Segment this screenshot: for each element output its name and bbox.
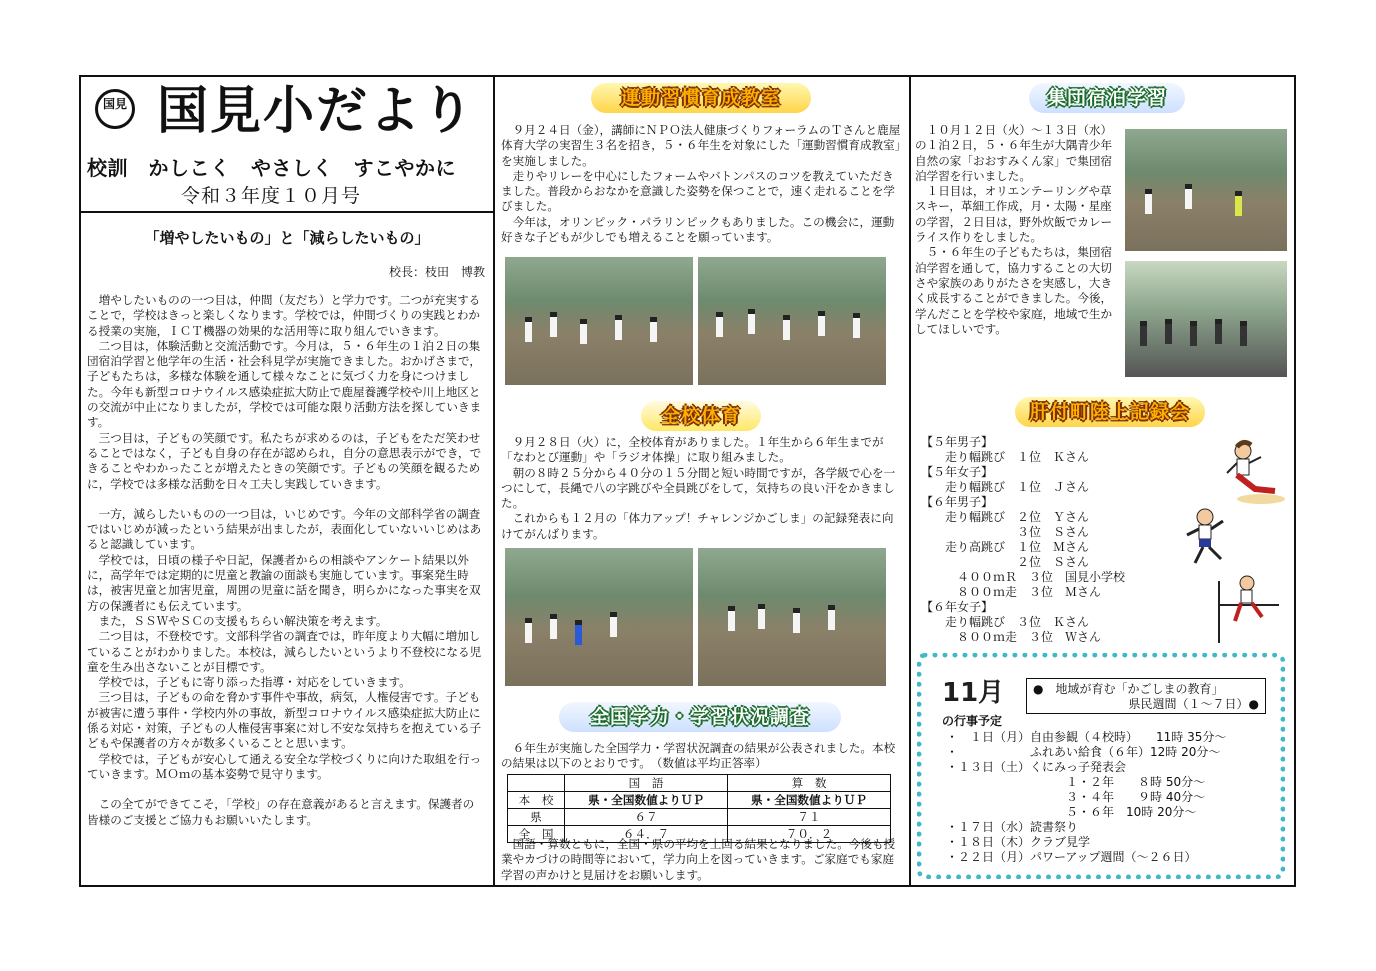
track-line: ８００ｍ走 ３位 Ｍさん <box>921 585 1102 599</box>
paragraph: 一方，減らしたいものの一つ目は，いじめです。今年の文部科学省の調査ではいじめが減ったという結果が出ましたが，表面化していないいじめはあると認識しています。 <box>87 506 482 552</box>
table-cell: 県・全国数値よりＵＰ <box>728 792 891 809</box>
table-header: 算 数 <box>728 775 891 792</box>
exercise-photo-1 <box>505 257 693 385</box>
paragraph: 朝の８時２５分から４０分の１５分間と短い時間ですが，各学級で心を一つにして，長縄で八の字跳びや全員跳びをして，気持ちの良い汗をかきました。 <box>501 465 896 511</box>
paragraph: 三つ目は，子どもの笑顔です。私たちが求めるのは，子どもをただ笑わせることではなく，子ども自身の存在が認められ，自分の意思表示ができ，できることやわかったことが増えたときの笑顔です。子どもの笑顔を観るために，学校では多様な活動を日々工夫し実践していきます。 <box>87 430 482 491</box>
paragraph: ９月２４日（金），講師にＮＰＯ法人健康づくりフォーラムのＴさんと鹿屋体育大学の実習生３名を招き，５・６年生を対象にした「運動習慣育成教室」を実施しました。 <box>501 123 901 168</box>
paragraph: これからも１２月の「体力アップ！チャレンジかごしま」の記録発表に向けてがんばります。 <box>501 511 894 541</box>
track-line: 【６年男子】 <box>921 495 994 509</box>
event-row: ・１８日（木）クラブ見学 <box>946 835 1091 849</box>
high-jump-illustration-icon <box>1213 571 1283 647</box>
column-news <box>911 77 1296 885</box>
table-header: 国 語 <box>565 775 728 792</box>
principal-article-title: 「増やしたいもの」と「減らしたいもの」 <box>144 229 430 247</box>
track-line: 【５年男子】 <box>921 435 994 449</box>
camp-photo-2 <box>1125 261 1287 377</box>
table-cell: 県 <box>508 809 565 826</box>
table-cell: 全 国 <box>508 826 565 843</box>
track-line: 【６年女子】 <box>921 600 994 614</box>
paragraph: 学校では，子どもに寄り添った指導・対応をしていきます。 <box>98 675 411 690</box>
exercise-body <box>501 123 903 245</box>
paragraph: 増やしたいものの一つ目は，仲間（友だち）と学力です。二つが充実することで，学校はきっと楽しくなります。学校では，仲間づくりの実践とわかる授業の実施，ＩＣＴ機器の効果的な活用等に取り組んでいきます。 <box>87 293 481 338</box>
track-line: 走り幅跳び ２位 Ｙさん <box>921 510 1090 524</box>
divider <box>81 211 493 213</box>
column-principal <box>81 77 495 885</box>
events-subtitle: の行事予定 <box>942 714 1003 728</box>
paragraph: 学校では，子どもが安心して通える安全な学校づくりに向けた取組を行っていきます。ＭＯｍの基本姿勢で見守ります。 <box>87 751 482 781</box>
track-line: ４００ｍＲ ３位 国見小学校 <box>921 570 1126 584</box>
pe-photo-1 <box>505 548 693 686</box>
survey-table <box>507 774 891 843</box>
survey-outro <box>501 837 903 883</box>
event-row: ・１３日（土）くにみっ子発表会 <box>946 760 1127 774</box>
paragraph: 今年は，オリンピック・パラリンピックもありました。この機会に，運動好きな子どもが少しでも増えることを願っています。 <box>501 214 895 245</box>
events-month: 11月 <box>942 678 1005 708</box>
paragraph: 三つ目は，子どもの命を脅かす事件や事故，病気，人権侵害です。子どもが被害に遭う事件・学校内外の事故，新型コロナウイルス感染症拡大防止に係る対応・対策，子どもの人権侵害事案に対し不安な気持ちを抱えている子どもや保護者の方々が数多くいることと思います。 <box>87 690 482 751</box>
track-line: 【５年女子】 <box>921 465 994 479</box>
pe-heading: 全校体育 <box>641 401 761 431</box>
camp-photo-1 <box>1125 129 1287 251</box>
school-motto: 校訓 かしこく やさしく すこやかに <box>87 156 456 180</box>
paragraph: また，ＳＳＷやＳＣの支援もちらい解決策を考えます。 <box>98 613 388 628</box>
camp-heading: 集団宿泊学習 <box>1029 83 1185 113</box>
track-line: ２位 Ｓさん <box>921 555 1090 569</box>
pe-photo-2 <box>698 548 886 686</box>
track-line: 走り高跳び １位 Ｍさん <box>921 540 1090 554</box>
event-row: ・ ふれあい給食（６年）12時 20分～ <box>946 745 1221 759</box>
track-line: 走り幅跳び ３位 Ｋさん <box>921 615 1090 629</box>
table-cell: 本 校 <box>508 792 565 809</box>
newsletter-page <box>79 75 1296 887</box>
paragraph: ９月２８日（火）に，全校体育がありました。１年生から６年生までが「なわとび運動」や「ラジオ体操」に取り組みました。 <box>501 435 884 465</box>
table-cell: ７１ <box>728 809 891 826</box>
event-row: １・２年 ８時 50分～ <box>946 775 1206 789</box>
paragraph: この全てができてこそ，「学校」の存在意義があると言えます。保護者の皆様のご支援とご協力もお願いいたします。 <box>87 797 475 827</box>
paragraph: 二つ目は，体験活動と交流活動です。今月は，５・６年生の１泊２日の集団宿泊学習と他学年の生活・社会科見学が実施できました。おかげさまで，子どもたちは，多様な体験を通して様々なことに気づく力を身につけました。今年も新型コロナウイルス感染症拡大防止で鹿屋養護学校や川上地区との交流が中止になりましたが，学校では可能な限り活動方法を探していきます。 <box>87 338 482 430</box>
long-jump-illustration-icon <box>1221 439 1287 507</box>
exercise-heading: 運動習慣育成教室 <box>591 83 811 113</box>
column-events <box>495 77 911 885</box>
badge-line: ● 地域が育む「かごしまの教育」 <box>1033 682 1224 696</box>
event-row: ５・６年 10時 20分～ <box>946 805 1197 819</box>
paragraph: ６年生が実施した全国学力・学習状況調査の結果が公表されました。本校の結果は以下のとおりです。 （数値は平均正答率） <box>501 741 896 771</box>
event-row: ・ １日（月）自由参観（４校時） 11時 35分～ <box>946 730 1227 744</box>
table-cell: ６７ <box>565 809 728 826</box>
school-seal-icon: 国見 <box>95 89 135 129</box>
table-cell: 県・全国数値よりＵＰ <box>565 792 728 809</box>
table-cell: ６４．７ <box>565 826 728 843</box>
newsletter-title: 国見小だより <box>157 82 476 141</box>
event-row: ・２２日（月）パワーアップ週間（～２６日） <box>946 850 1197 864</box>
principal-article-body <box>87 293 485 828</box>
event-row: ・１７日（水）読書祭り <box>946 820 1079 834</box>
track-line: 走り幅跳び １位 Ｊさん <box>921 480 1090 494</box>
runner-illustration-icon <box>1181 507 1241 569</box>
principal-author: 校長：枝田 博教 <box>388 265 485 279</box>
track-heading: 肝付町陸上記録会 <box>1015 397 1205 427</box>
table-header <box>508 775 565 792</box>
education-week-badge <box>1026 678 1266 714</box>
paragraph: 国語・算数ともに，全国・県の平均を上回る結果となりました。今後も授業やカづけの時間等において，学力向上を図っていきます。ご家庭でも家庭学習の声かけと見届けをお願いします。 <box>501 837 896 882</box>
pe-body <box>501 435 903 542</box>
exercise-photo-2 <box>698 257 886 385</box>
paragraph: １０月１２日（火）～１３日（水）の１泊２日，５・６年生が大隅青少年自然の家「おおすみくん家」で集団宿泊学習を行いました。 <box>915 123 1113 183</box>
paragraph: ５・６年生の子どもたちは，集団宿泊学習を通して，協力することの大切さや家族のありがたさを実感し，大きく成長することができました。今後，学んだことを学校や家庭，地域で生かしてほしいです。 <box>915 245 1113 336</box>
event-row: ３・４年 ９時 40分～ <box>946 790 1206 804</box>
survey-heading: 全国学力・学習状況調査 <box>559 702 841 732</box>
table-cell: ７０．２ <box>728 826 891 843</box>
track-line: ８００ｍ走 ３位 Ｗさん <box>921 630 1102 644</box>
november-events-box <box>917 653 1285 879</box>
paragraph: １日目は，オリエンテーリングや草スキー，革細工作成，月・太陽・星座の学習，２日目は，野外炊飯でカレーライス作りをしました。 <box>915 184 1113 245</box>
badge-line: 県民週間（１～７日）● <box>1128 697 1259 711</box>
paragraph: 学校では，日頃の様子や日記，保護者からの相談やアンケート結果以外に，高学年では定期的に児童と教諭の面談も実施しています。事案発生時は，被害児童と加害児童，周囲の児童に話を聞き，明らかになった事実を双方の保護者にも伝えています。 <box>87 552 481 613</box>
track-line: ３位 Ｓさん <box>921 525 1090 539</box>
paragraph: 走りやリレーを中心にしたフォームやバトンパスのコツを教えていただきました。普段からおなかを意識した姿勢を保つことで，速く走れることを学びました。 <box>501 168 895 214</box>
track-line: 走り幅跳び １位 Ｋさん <box>921 450 1090 464</box>
issue-label: 令和３年度１０月号 <box>181 185 362 207</box>
paragraph: 二つ目は，不登校です。文部科学省の調査では，昨年度より大幅に増加していることがわかりました。本校は，減らしたいというより不登校になる児童を生み出さないことが目標です。 <box>87 629 482 674</box>
camp-body <box>915 123 1117 337</box>
survey-intro <box>501 741 903 772</box>
